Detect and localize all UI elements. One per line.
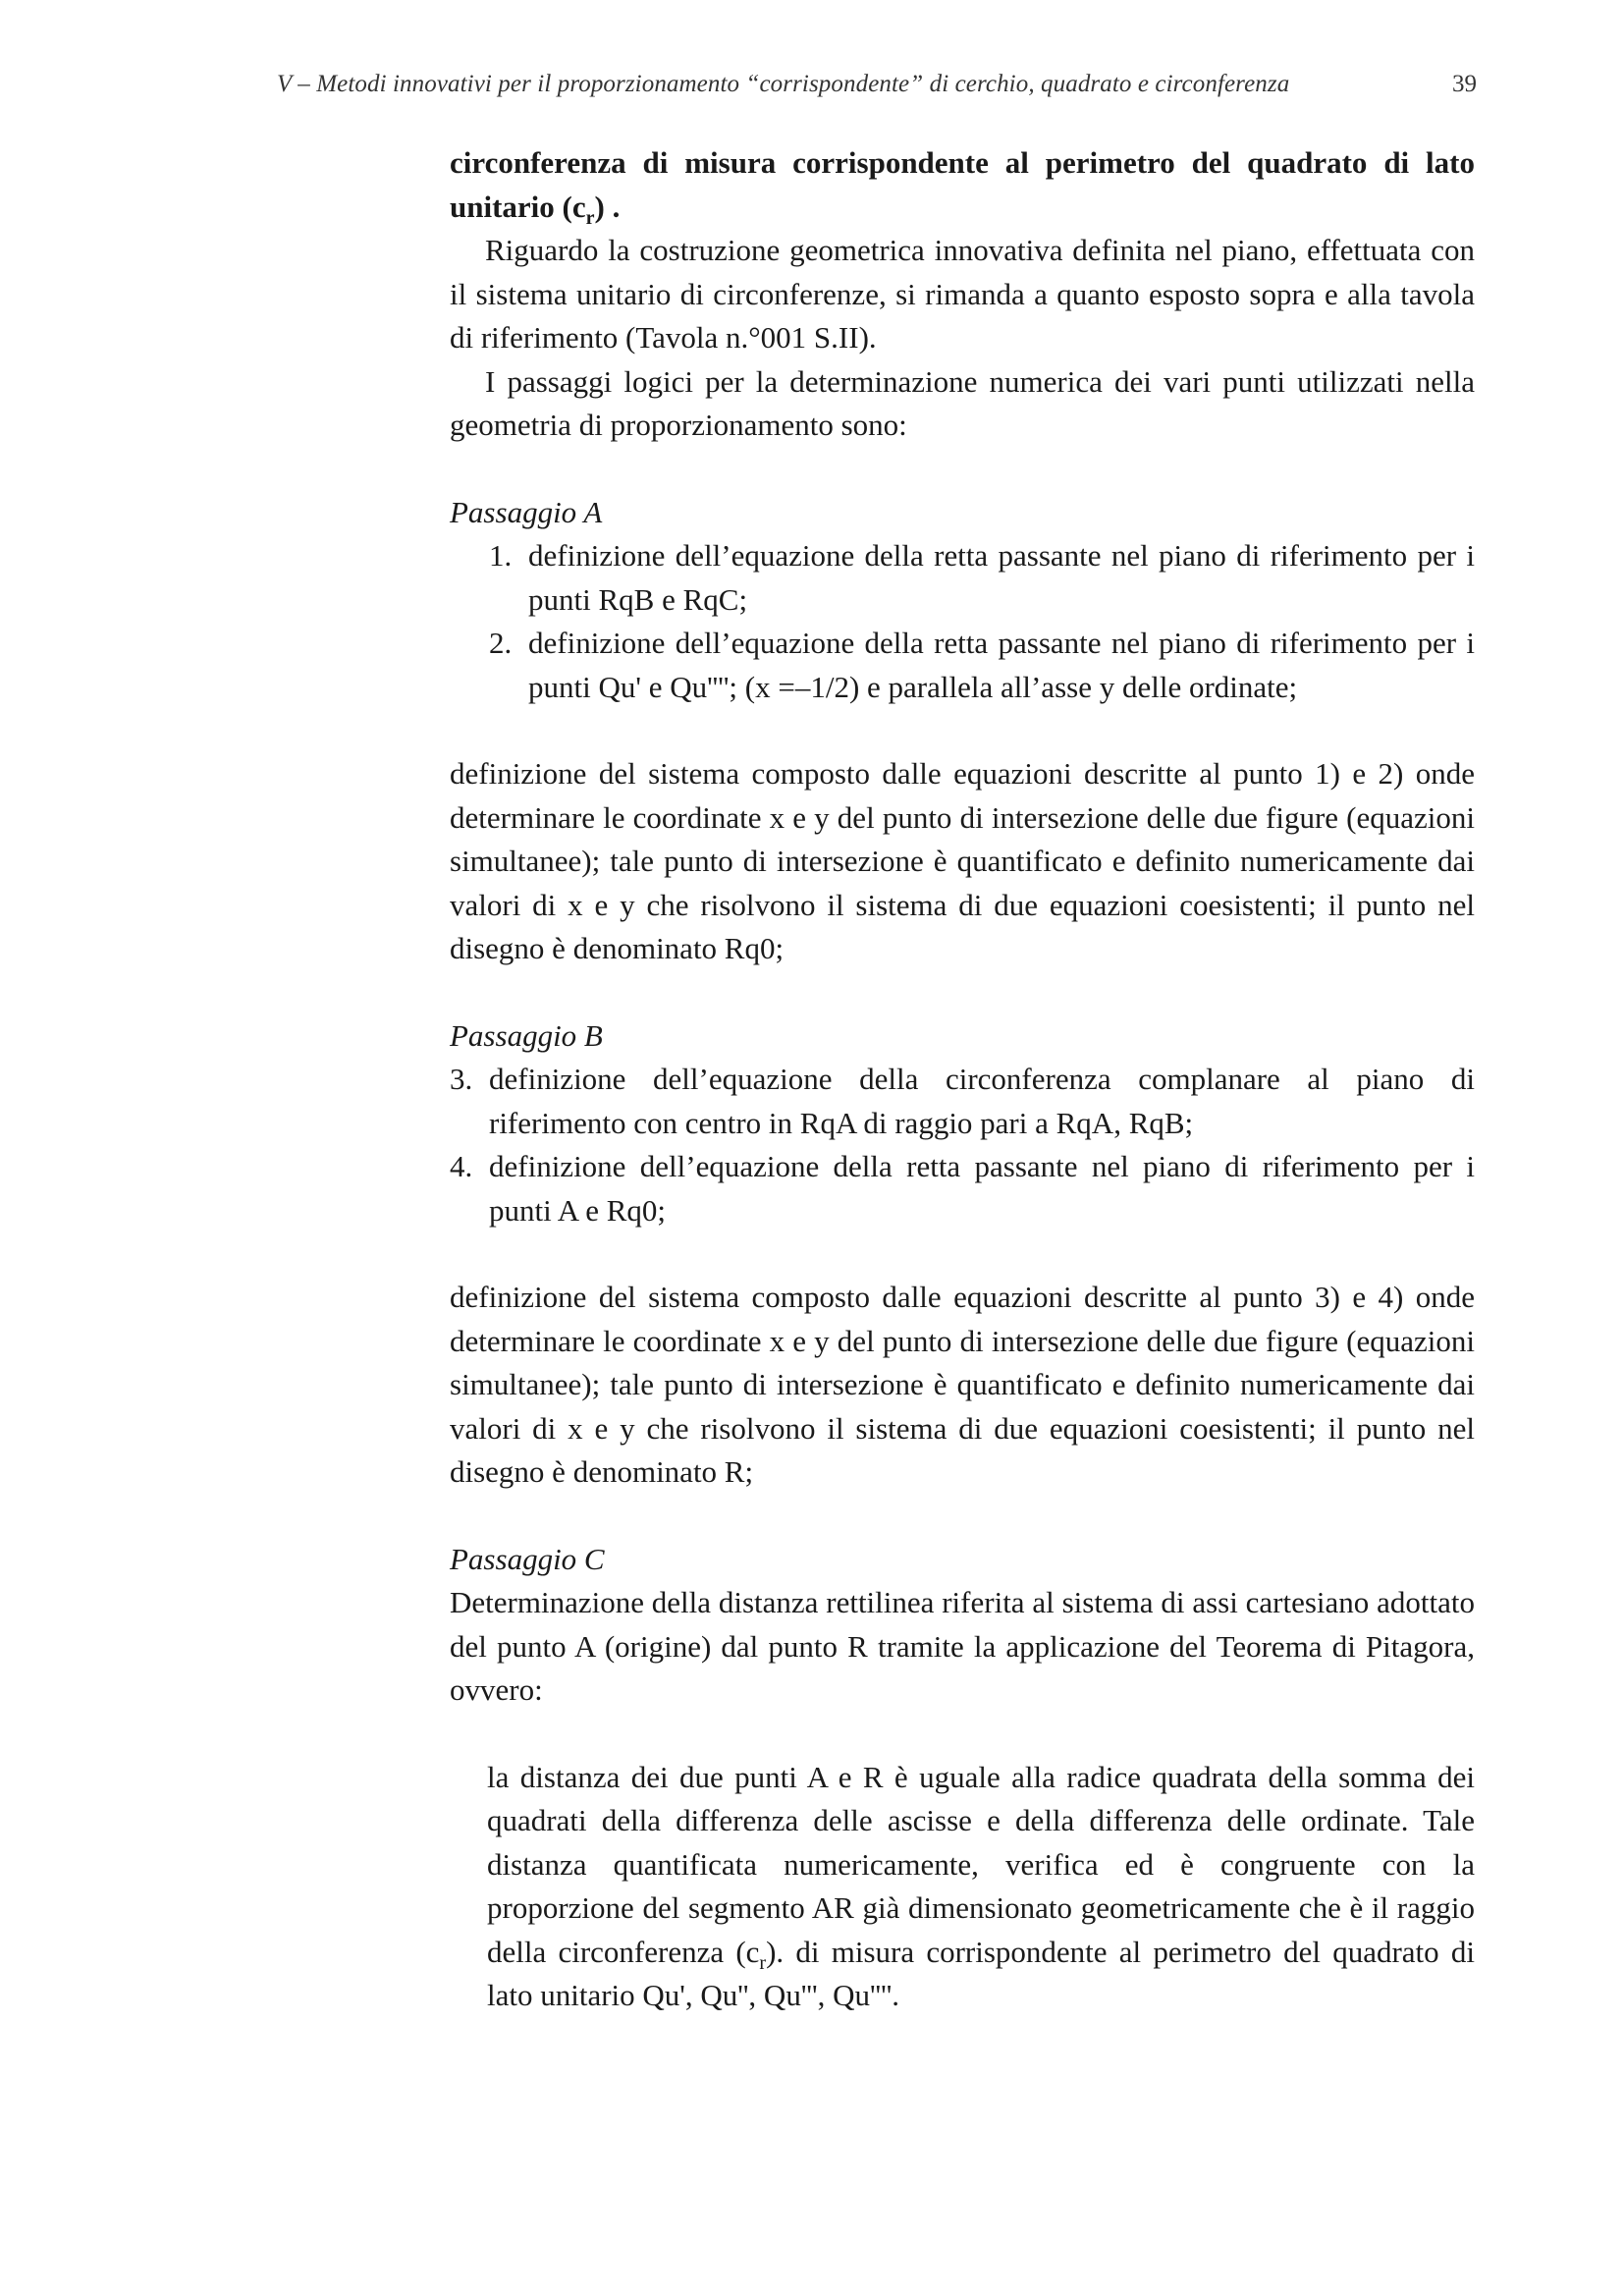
list-item-number: 2. (489, 626, 513, 660)
quote-tail: ). di misura corrispondente al perimetro del quadrato di lato unitario Qu', Qu'', Qu''', Qu''''. (487, 1934, 1475, 2012)
spacer (450, 1495, 1475, 1538)
list-item (450, 1058, 1475, 1145)
list-item-text: definizione dell’equazione della retta passante nel piano di riferimento per i punti RqB e RqC; (528, 538, 1475, 617)
running-header (277, 71, 1477, 98)
quote-subscript: r (759, 1951, 767, 1974)
list-item-number: 3. (450, 1062, 473, 1096)
paragraph-1: Riguardo la costruzione geometrica innovativa definita nel piano, effettuata con il sistema unitario di circonferenze, si rimanda a quanto esposto sopra e alla tavola di riferimento (Tavola n.°001 S.II). (450, 233, 1475, 355)
intro-bold-tail: ) . (594, 189, 621, 224)
list-item-number: 4. (450, 1149, 473, 1183)
section-a-list (450, 534, 1475, 709)
list-item (450, 622, 1475, 709)
list-item (450, 1145, 1475, 1232)
spacer (450, 971, 1475, 1014)
spacer (450, 1232, 1475, 1276)
quote-text: la distanza dei due punti A e R è uguale alla radice quadrata della somma dei quadrati della differenza delle ascisse e della differenza delle ordinate. Tale distanza quantificata numericamente, verifica ed è congruente con la proporzione del segmento AR già dimensionato geometricamente che è il raggio della circonferenza (c (487, 1759, 1475, 1969)
section-c-quote (450, 1756, 1475, 2018)
list-item (450, 534, 1475, 622)
intro-bold-text: circonferenza di misura corrispondente al perimetro del quadrato di lato unitario (c (450, 145, 1475, 224)
section-c-text: Determinazione della distanza rettilinea riferita al sistema di assi cartesiano adottato del punto A (origine) dal punto R tramite la applicazione del Teorema di Pitagora, ovvero: (450, 1585, 1475, 1707)
spacer (450, 709, 1475, 752)
list-item-text: definizione dell’equazione della retta passante nel piano di riferimento per i punti Qu' e Qu''''; (x =–1/2) e parallela all’asse y delle ordinate; (528, 626, 1475, 704)
spacer (450, 1713, 1475, 1756)
section-b-conclusion: definizione del sistema composto dalle equazioni descritte al punto 3) e 4) onde determinare le coordinate x e y del punto di intersezione delle due figure (equazioni simultanee); tale punto di intersezione è quantificato e definito numericamente dai valori di x e y che risolvono il sistema di due equazioni coesistenti; il punto nel disegno è denominato R; (450, 1280, 1475, 1489)
running-title: V – Metodi innovativi per il proporzionamento “corrispondente” di cerchio, quadrato e circonferenza (277, 71, 1290, 97)
paragraph-2: I passaggi logici per la determinazione numerica dei vari punti utilizzati nella geometria di proporzionamento sono: (450, 363, 1475, 442)
section-b-title: Passaggio B (450, 1017, 603, 1053)
section-a-conclusion: definizione del sistema composto dalle equazioni descritte al punto 1) e 2) onde determinare le coordinate x e y del punto di intersezione delle due figure (equazioni simultanee); tale punto di intersezione è quantificato e definito numericamente dai valori di x e y che risolvono il sistema di due equazioni coesistenti; il punto nel disegno è denominato Rq0; (450, 756, 1475, 965)
page-number: 39 (1452, 71, 1477, 97)
spacer (450, 448, 1475, 491)
section-c-title: Passaggio C (450, 1541, 605, 1576)
list-item-number: 1. (489, 538, 513, 573)
section-a-title: Passaggio A (450, 494, 603, 529)
list-item-text: definizione dell’equazione della circonferenza complanare al piano di riferimento con centro in RqA di raggio pari a RqA, RqB; (489, 1062, 1475, 1140)
section-b-list (450, 1058, 1475, 1232)
body-text (450, 141, 1475, 2018)
intro-bold-paragraph (450, 141, 1475, 229)
list-item-text: definizione dell’equazione della retta passante nel piano di riferimento per i punti A e Rq0; (489, 1149, 1475, 1228)
intro-bold-subscript: r (585, 206, 595, 229)
